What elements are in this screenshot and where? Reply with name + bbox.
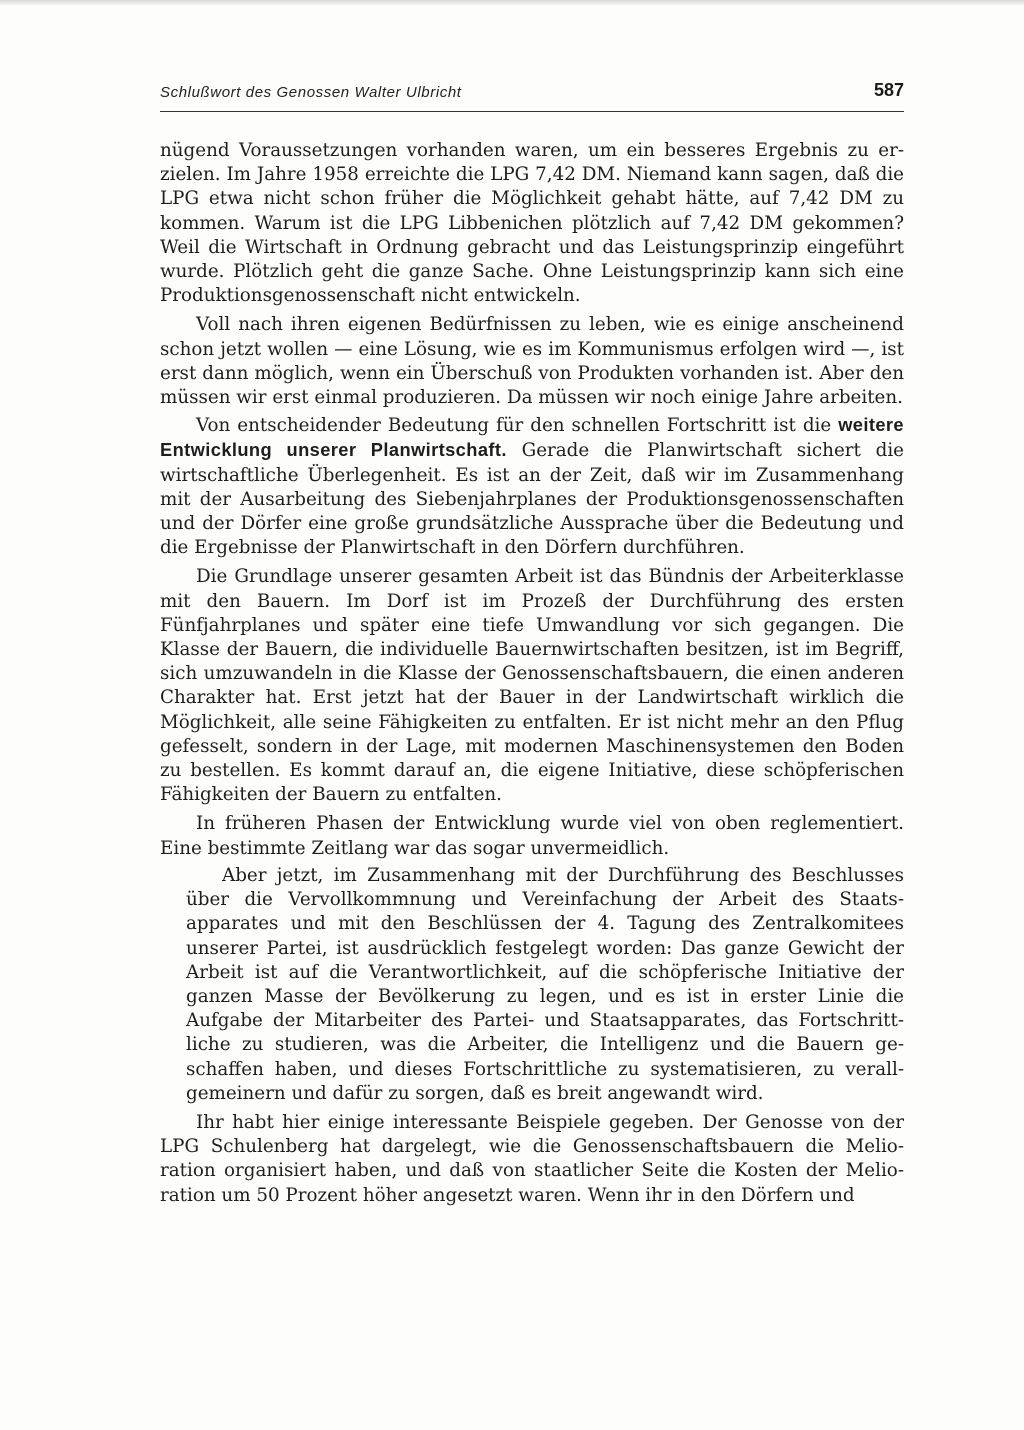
paragraph-3 — [160, 413, 904, 560]
running-head: Schlußwort des Genossen Walter Ulbricht — [160, 84, 462, 101]
paragraph-7: Ihr habt hier einige interessante Beispiele gegeben. Der Genosse von der LPG Schulenberg hat dargelegt, wie die Genossenschaftsbauern die Melioration organisiert haben, und daß von staatlicher Seite die Kosten der Melioration um 50 Prozent höher angesetzt waren. Wenn ihr in den Dörfern und — [160, 1111, 904, 1206]
paragraph-3-lead: Von entscheidender Bedeutung für den schnellen Fortschritt ist die — [196, 415, 839, 437]
paragraph-6-indented: Aber jetzt, im Zusammenhang mit der Durchführung des Beschlusses über die Vervollkommnung und Vereinfachung der Arbeit des Staatsapparates und mit den Beschlüssen der 4. Tagung des Zentralkomitees unserer Partei, ist ausdrücklich festgelegt worden: Das ganze Gewicht der Arbeit ist auf die Verantwortlichkeit, auf die schöpferische Initiative der ganzen Masse der Bevölkerung zu legen, und es ist in erster Linie die Aufgabe der Mitarbeiter des Partei- und Staatsapparates, das Fortschrittliche zu studieren, was die Arbeiter, die Intelligenz und die Bauern geschaffen haben, und dieses Fortschrittliche zu systematisieren, zu verallgemeinern und dafür zu sorgen, daß es breit angewandt wird. — [186, 864, 904, 1104]
header-rule — [160, 111, 904, 112]
body-text — [160, 139, 904, 1208]
paragraph-1: nügend Voraussetzungen vorhanden waren, um ein besseres Ergebnis zu erzielen. Im Jahre 1958 erreichte die LPG 7,42 DM. Niemand kann sagen, daß die LPG etwa nicht schon früher die Möglichkeit gehabt hätte, auf 7,42 DM zu kommen. Warum ist die LPG Libbenichen plötzlich auf 7,42 DM gekommen? Weil die Wirtschaft in Ordnung gebracht und das Leistungsprinzip eingeführt wurde. Plötzlich geht die ganze Sache. Ohne Leistungsprinzip kann sich eine Produktionsgenossenschaft nicht entwickeln. — [160, 140, 904, 307]
paragraph-4: Die Grundlage unserer gesamten Arbeit ist das Bündnis der Arbeiterklasse mit den Bauern. Im Dorf ist im Prozeß der Durchführung des ersten Fünfjahrplanes und später eine tiefe Umwandlung vor sich gegangen. Die Klasse der Bauern, die individuelle Bauernwirtschaften besitzen, ist im Begriff, sich umzuwandeln in die Klasse der Genossenschaftsbauern, die einen anderen Charakter hat. Erst jetzt hat der Bauer in der Landwirtschaft wirklich die Möglichkeit, alle seine Fähigkeiten zu entfalten. Er ist nicht mehr an den Pflug gefesselt, sondern in der Lage, mit modernen Maschinensystemen den Boden zu bestellen. Es kommt darauf an, die eigene Initiative, diese schöpferischen Fähigkeiten der Bauern zu entfalten. — [160, 566, 904, 806]
paragraph-2: Voll nach ihren eigenen Bedürfnissen zu leben, wie es einige anscheinend schon jetzt wollen — eine Lösung, wie es im Kommunismus erfolgen wird —, ist erst dann möglich, wenn ein Überschuß von Produkten vorhanden ist. Aber den müssen wir erst einmal produzieren. Da müssen wir noch einige Jahre arbeiten. — [160, 314, 904, 409]
page-header — [160, 80, 904, 108]
page-number: 587 — [873, 80, 904, 100]
scan-edge-shadow — [0, 0, 1024, 6]
paragraph-5: In früheren Phasen der Entwicklung wurde viel von oben reglementiert. Eine bestimmte Zeitlang war das sogar unvermeidlich. — [160, 813, 904, 859]
emphasis-planwirtschaft: weitere Entwicklung unserer Planwirtschaft. — [160, 414, 904, 461]
paragraph-3-rest: Gerade die Planwirtschaft sichert die wirtschaftliche Überlegenheit. Es ist an der Zeit, daß wir im Zusammenhang mit der Ausarbeitung des Siebenjahrplanes der Produktionsgenossenschaften und der Dörfer eine große grundsätzliche Aussprache über die Bedeutung und die Ergebnisse der Planwirtschaft in den Dörfern durchführen. — [160, 440, 904, 559]
